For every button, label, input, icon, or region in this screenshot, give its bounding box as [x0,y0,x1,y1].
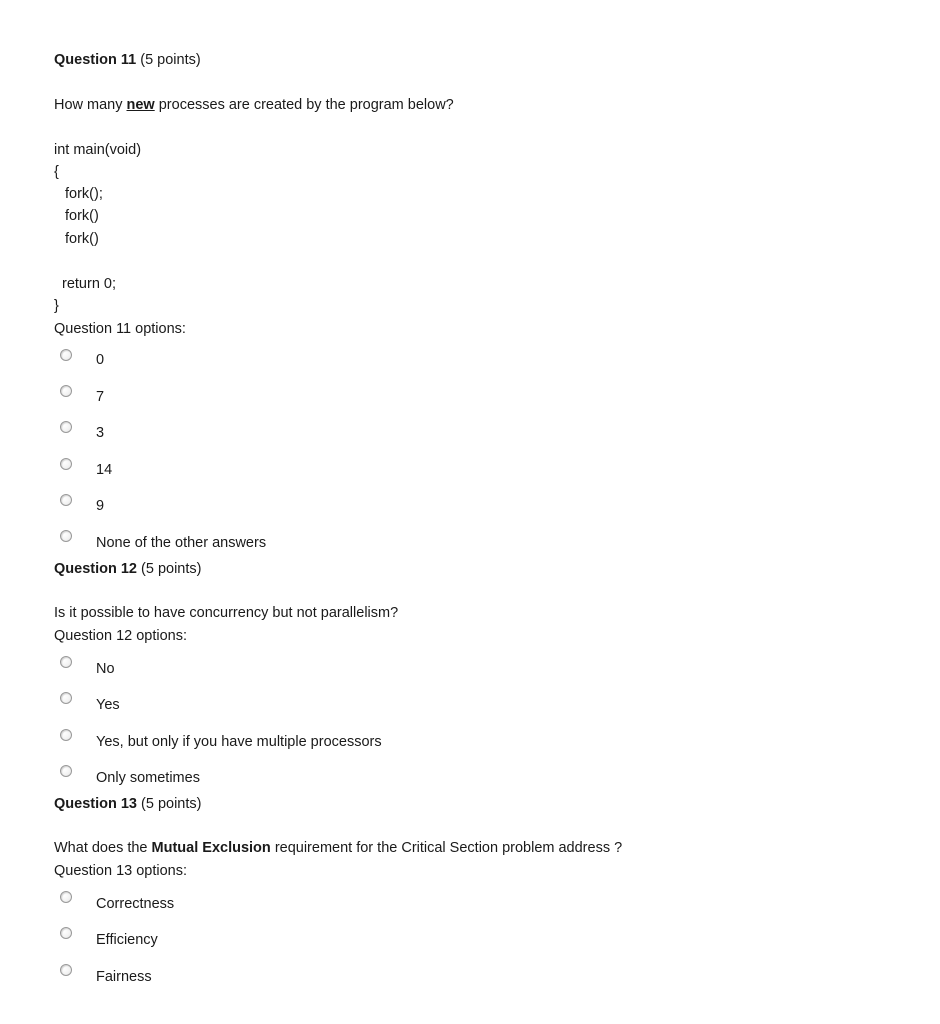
question-11-options-label: Question 11 options: [54,321,186,337]
radio-button[interactable] [60,891,72,903]
radio-button[interactable] [60,964,72,976]
radio-button[interactable] [60,729,72,741]
radio-button[interactable] [60,530,72,542]
radio-button[interactable] [60,765,72,777]
option-label[interactable]: Only sometimes [96,770,200,786]
code-line: { [54,164,59,180]
option-label[interactable]: 0 [96,352,105,368]
option-label[interactable]: Yes [96,697,120,713]
option-label[interactable]: No [96,661,115,677]
question-11-prompt: How many new processes are created by the program below? [54,97,454,113]
question-13-prompt: What does the Mutual Exclusion requirement for the Critical Section problem address ? [54,840,623,856]
question-12-title: Question 12 [54,561,137,577]
code-line: fork(); [65,186,103,202]
option-label[interactable]: 9 [96,498,105,514]
question-13-points: (5 points) [141,796,202,812]
code-line: } [54,298,59,314]
emphasis-new: new [126,97,155,113]
radio-button[interactable] [60,656,72,668]
question-12-options-label: Question 12 options: [54,628,188,644]
radio-button[interactable] [60,927,72,939]
code-line: fork() [65,231,99,247]
question-12-points: (5 points) [141,561,202,577]
option-label[interactable]: Correctness [96,896,175,912]
question-12-header [54,560,201,578]
emphasis-mutual-exclusion: Mutual Exclusion [151,840,271,856]
question-13-options-label: Question 13 options: [54,863,188,879]
question-12-prompt: Is it possible to have concurrency but not parallelism? [54,605,399,621]
question-13-header [54,795,201,813]
question-11-points: (5 points) [140,52,201,68]
radio-button[interactable] [60,349,72,361]
option-label[interactable]: None of the other answers [96,535,267,551]
radio-button[interactable] [60,385,72,397]
question-13-title: Question 13 [54,796,137,812]
option-label[interactable]: Yes, but only if you have multiple processors [96,734,382,750]
radio-button[interactable] [60,692,72,704]
radio-button[interactable] [60,458,72,470]
option-label[interactable]: Fairness [96,969,152,985]
code-line: int main(void) [54,142,142,158]
question-11-header [54,51,201,69]
radio-button[interactable] [60,421,72,433]
option-label[interactable]: 14 [96,462,113,478]
question-11-title: Question 11 [54,52,137,68]
option-label[interactable]: 3 [96,425,105,441]
code-line: fork() [65,208,99,224]
radio-button[interactable] [60,494,72,506]
option-label[interactable]: Efficiency [96,932,158,948]
code-line: return 0; [62,276,116,292]
option-label[interactable]: 7 [96,389,105,405]
